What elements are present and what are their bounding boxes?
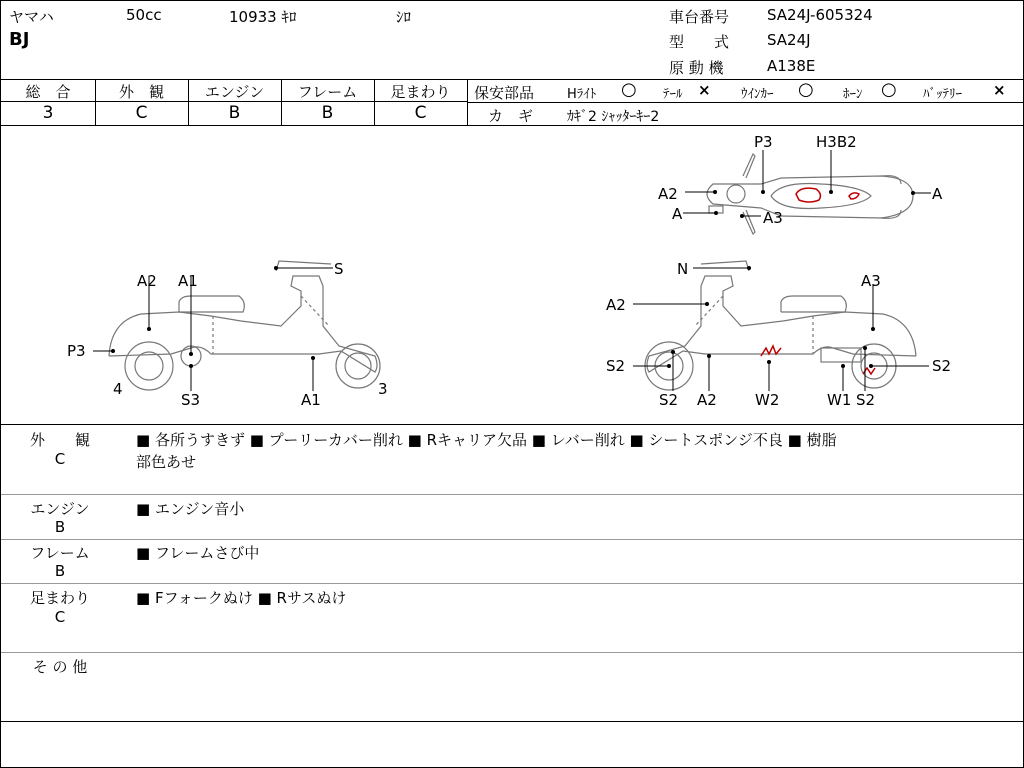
model-name: BJ (9, 29, 30, 50)
battery-label: ﾊﾞｯﾃﾘｰ (923, 87, 962, 102)
label-right-w1: W1 (827, 391, 852, 409)
mileage: 10933 ｷﾛ (229, 8, 297, 26)
engine-label: 原 動 機 (669, 59, 724, 77)
grade-total-value: 3 (42, 103, 54, 123)
label-right-a2: A2 (606, 296, 626, 314)
headlight-label: Hﾗｲﾄ (567, 87, 597, 102)
damage-diagram (1, 126, 1023, 424)
winker-mark: ○ (798, 79, 814, 100)
tail-mark: × (698, 81, 711, 99)
grade-total-label: 総 合 (25, 83, 71, 101)
section-suspension-label: 足まわり (29, 589, 90, 607)
label-left-a1b: A1 (301, 391, 321, 409)
section-exterior-text2: 部色あせ (136, 453, 197, 471)
label-left-a2: A2 (137, 272, 157, 290)
section-frame-text: ■ フレームさび中 (136, 544, 260, 562)
label-top-a-right: A (932, 185, 943, 203)
section-frame-grade: B (54, 562, 66, 580)
grade-exterior-label: 外 観 (118, 83, 164, 101)
label-top-a2: A2 (658, 185, 678, 203)
label-top-h3b2: H3B2 (816, 133, 857, 151)
label-left-a1: A1 (178, 272, 198, 290)
label-right-s2-rear: S2 (856, 391, 876, 409)
key-value: ｶｷﾞ2 ｼｬｯﾀｰｷｰ2 (567, 109, 660, 125)
label-right-a3: A3 (861, 272, 881, 290)
label-right-s2-left: S2 (606, 357, 626, 375)
horn-label: ﾎｰﾝ (843, 87, 863, 102)
section-exterior-label: 外 観 (29, 431, 90, 449)
section-suspension-text: ■ Fフォークぬけ ■ Rサスぬけ (136, 589, 347, 607)
section-engine-label: エンジン (30, 500, 90, 518)
battery-mark: × (993, 81, 1006, 99)
label-top-p3: P3 (754, 133, 773, 151)
frame-no-label: 車台番号 (669, 8, 730, 26)
grade-frame-label: フレーム (297, 83, 358, 101)
label-right-n: N (677, 260, 689, 278)
displacement: 50cc (126, 6, 162, 24)
safety-label: 保安部品 (474, 84, 535, 102)
type-label: 型 式 (669, 33, 730, 51)
key-label: カ ギ (488, 107, 534, 125)
label-left-s3: S3 (181, 391, 201, 409)
horn-mark: ○ (881, 79, 897, 100)
grade-engine-value: B (228, 103, 241, 123)
section-engine-grade: B (54, 518, 66, 536)
grade-suspension-value: C (414, 103, 427, 123)
section-engine-text: ■ エンジン音小 (136, 500, 245, 518)
label-right-a2-bottom: A2 (697, 391, 717, 409)
grade-engine-label: エンジン (204, 83, 265, 101)
grade-exterior-value: C (135, 103, 148, 123)
engine-value: A138E (767, 57, 816, 75)
label-right-s2-bottom: S2 (659, 391, 679, 409)
label-top-a-left: A (672, 205, 683, 223)
label-right-w2: W2 (755, 391, 780, 409)
winker-label: ｳｲﾝｶｰ (741, 87, 774, 102)
label-left-4: 4 (113, 380, 123, 398)
label-left-p3: P3 (67, 342, 86, 360)
label-right-s2-right: S2 (932, 357, 952, 375)
grade-frame-value: B (321, 103, 334, 123)
section-frame-label: フレーム (30, 544, 90, 562)
tail-label: ﾃｰﾙ (663, 87, 683, 102)
headlight-mark: ○ (621, 79, 637, 100)
label-top-a3: A3 (763, 209, 783, 227)
label-left-3: 3 (378, 380, 388, 398)
section-exterior-text: ■ 各所うすきず ■ プーリーカバー削れ ■ Rキャリア欠品 ■ レバー削れ ■ シートスポンジ不良 ■ 樹脂 (136, 431, 837, 449)
color: ｼﾛ (396, 8, 412, 26)
section-exterior-grade: C (54, 450, 66, 468)
scooter-top-view (707, 154, 913, 234)
label-left-s: S (334, 260, 344, 278)
grade-suspension-label: 足まわり (390, 83, 451, 101)
section-suspension-grade: C (54, 608, 66, 626)
section-other-label: そ の 他 (32, 658, 88, 676)
frame-no: SA24J-605324 (767, 6, 873, 24)
maker: ヤマハ (9, 8, 54, 26)
type-value: SA24J (767, 31, 811, 49)
